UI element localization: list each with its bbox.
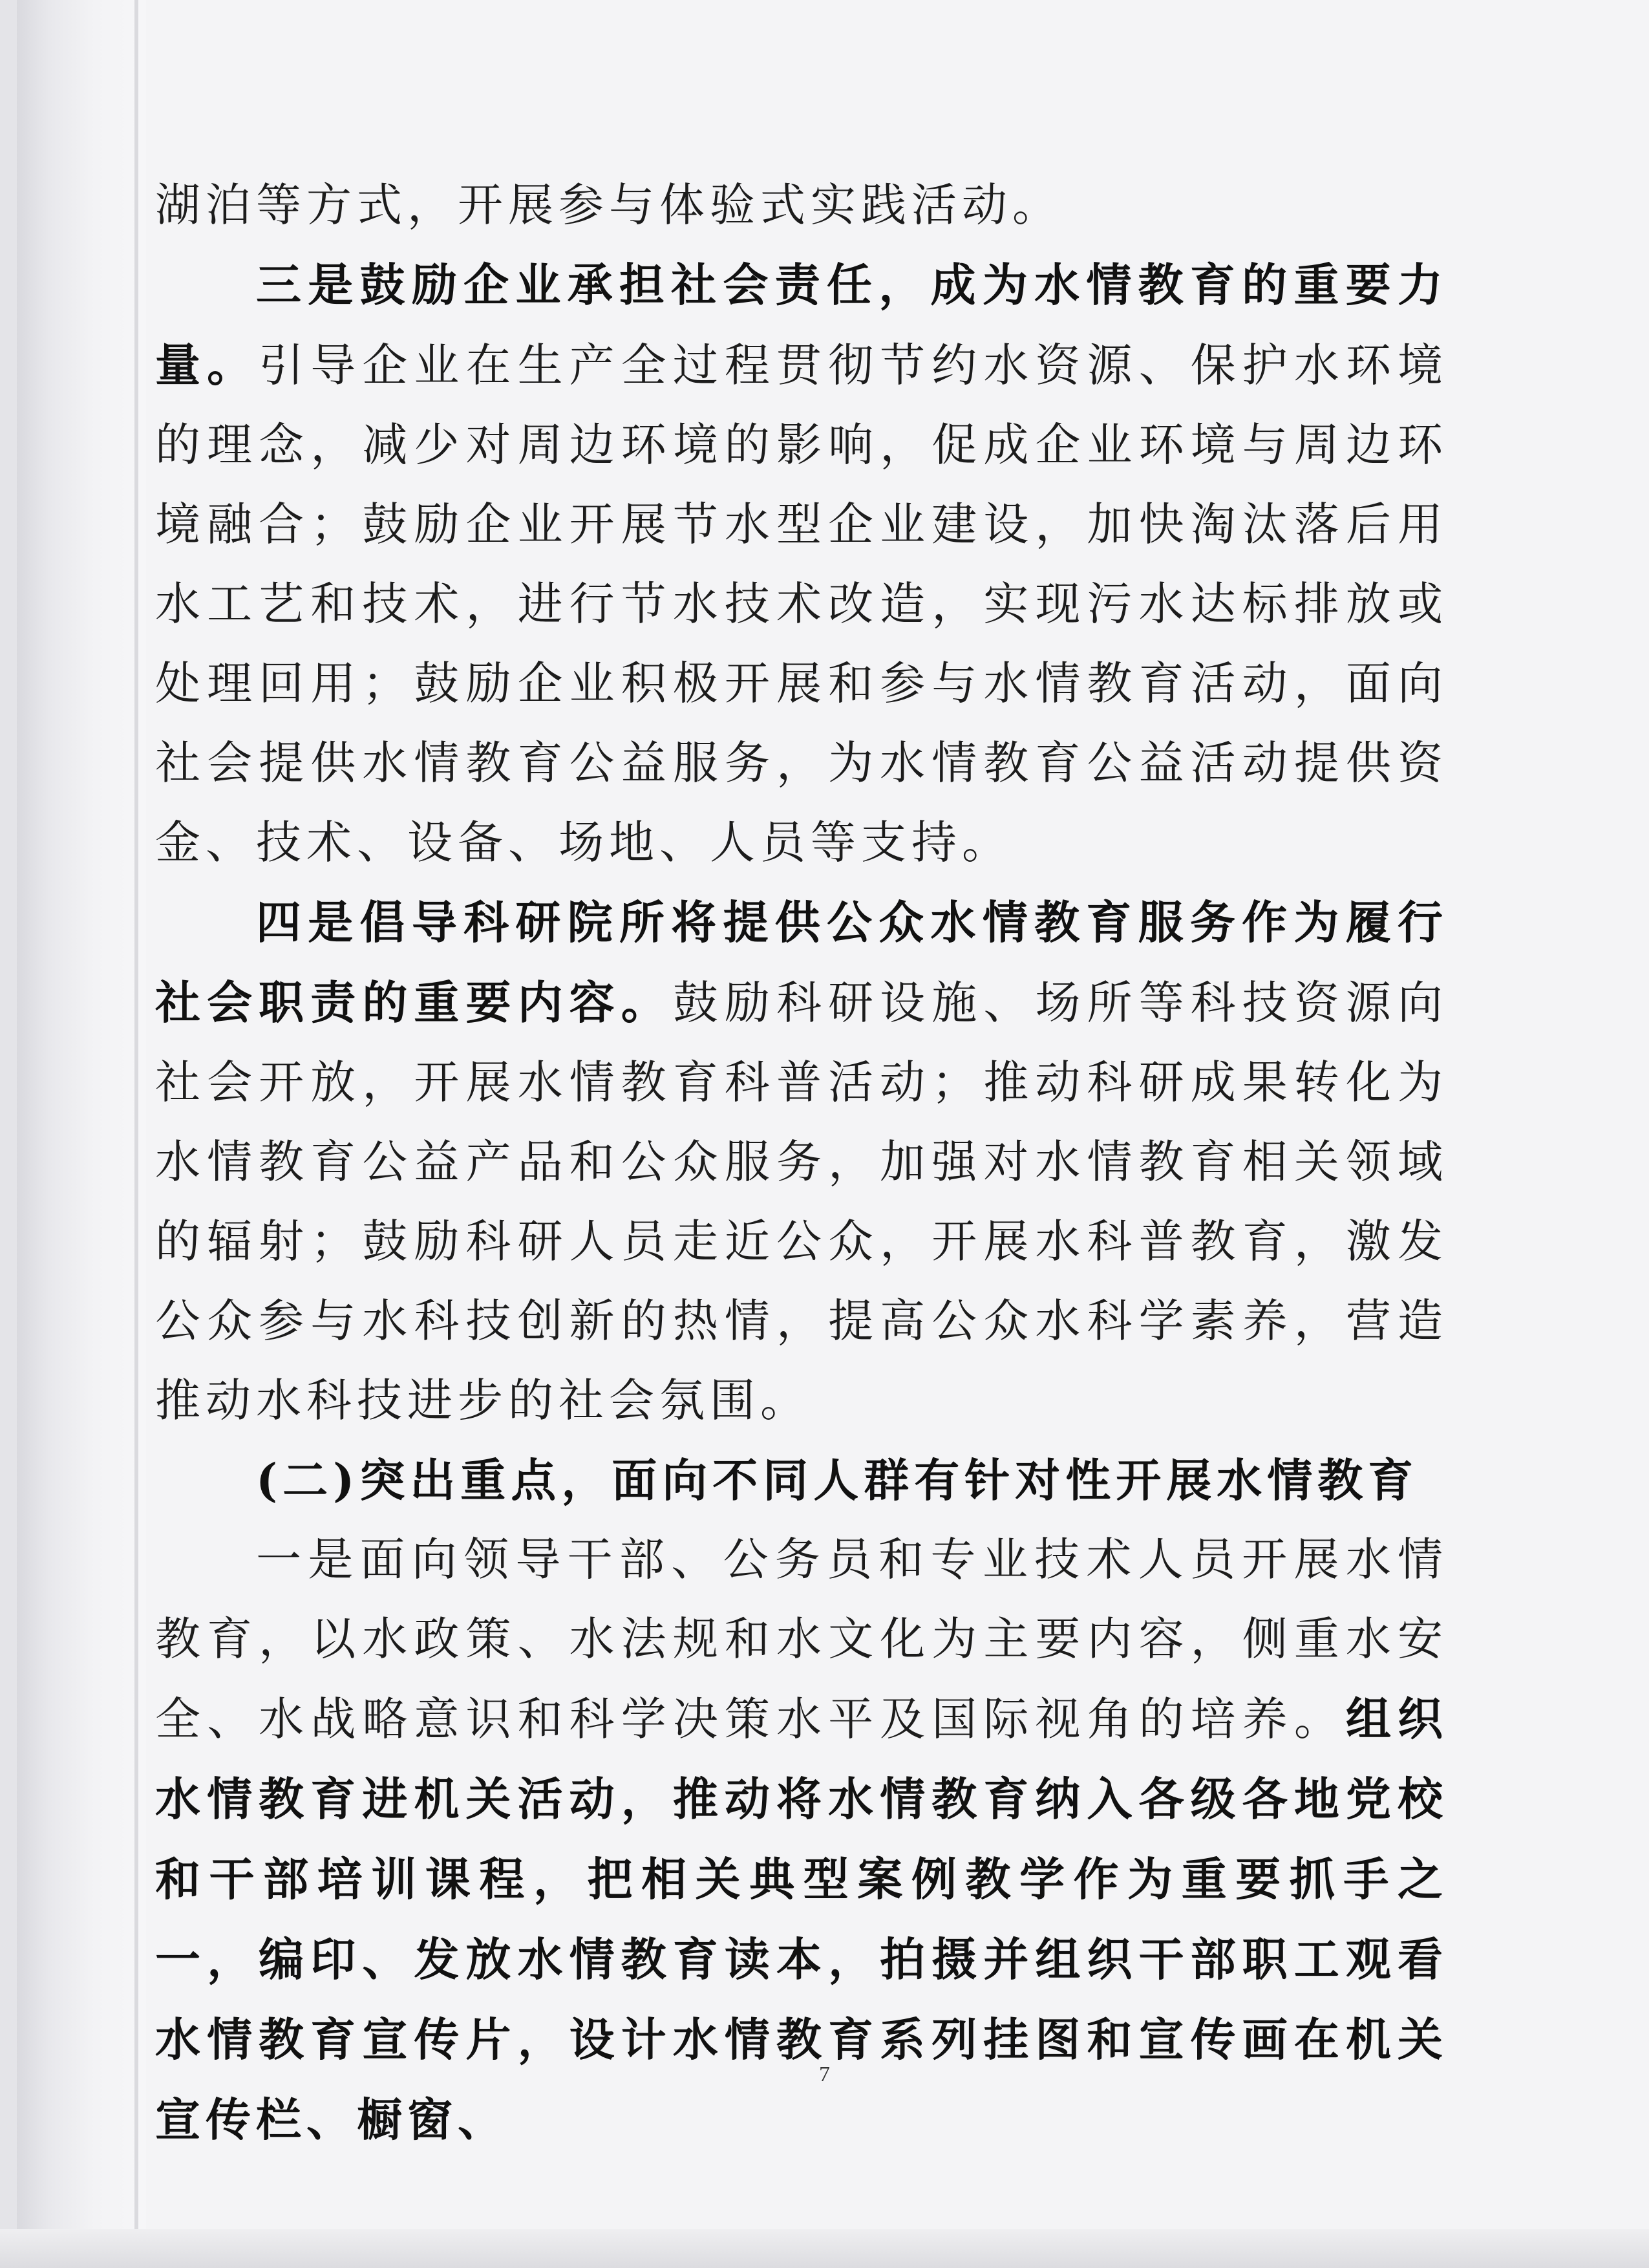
page-number: 7	[819, 2062, 830, 2086]
scan-fold-line	[134, 0, 138, 2268]
scan-bottom-edge	[0, 2229, 1649, 2268]
paragraph-text: 鼓励科研设施、场所等科技资源向社会开放，开展水情教育科普活动；推动科研成果转化为水情教育公益产品和公众服务，加强对水情教育相关领域的辐射；鼓励科研人员走近公众，开展水科普教育，激发公众参与水科技创新的热情，提高公众水科学素养，营造推动水科技进步的社会氛围。	[155, 976, 1449, 1427]
section-heading	[155, 1440, 1448, 1520]
scan-edge	[0, 0, 17, 2268]
document-body	[155, 166, 1448, 2160]
paragraph-text: 引导企业在生产全过程贯彻节约水资源、保护水环境的理念，减少对周边环境的影响，促成企业环境与周边环境融合；鼓励企业开展节水型企业建设，加快淘汰落后用水工艺和技术，进行节水技术改造，实现污水达标排放或处理回用；鼓励企业积极开展和参与水情教育活动，面向社会提供水情教育公益服务，为水情教育公益活动提供资金、技术、设备、场地、人员等支持。	[155, 339, 1449, 869]
paragraph-lead-bold: 三是鼓励企业承担社会责任，成为水情教育的重要力量。	[155, 258, 1448, 392]
paragraph	[155, 245, 1448, 883]
section-heading-text: (二)突出重点，面向不同人群有针对性开展水情教育	[256, 1453, 1419, 1507]
paragraph	[155, 883, 1448, 1440]
paragraph-text: 湖泊等方式，开展参与体验式实践活动。	[155, 178, 1063, 231]
paragraph	[155, 166, 1448, 245]
paragraph-text: 一是面向领导干部、公务员和专业技术人员开展水情教育，以水政策、水法规和水文化为主要内容，侧重水安全、水战略意识和科学决策水平及国际视角的培养。	[155, 1533, 1448, 1746]
scan-binding-shadow	[17, 0, 146, 2268]
paragraph-lead-bold: 四是倡导科研院所将提供公众水情教育服务作为履行社会职责的重要内容。	[155, 895, 1448, 1029]
paragraph-bold-text: 组织水情教育进机关活动，推动将水情教育纳入各级各地党校和干部培训课程，把相关典型案例教学作为重要抓手之一，编印、发放水情教育读本，拍摄并组织干部职工观看水情教育宣传片，设计水情教育系列挂图和宣传画在机关宣传栏、橱窗、	[155, 1692, 1449, 2146]
